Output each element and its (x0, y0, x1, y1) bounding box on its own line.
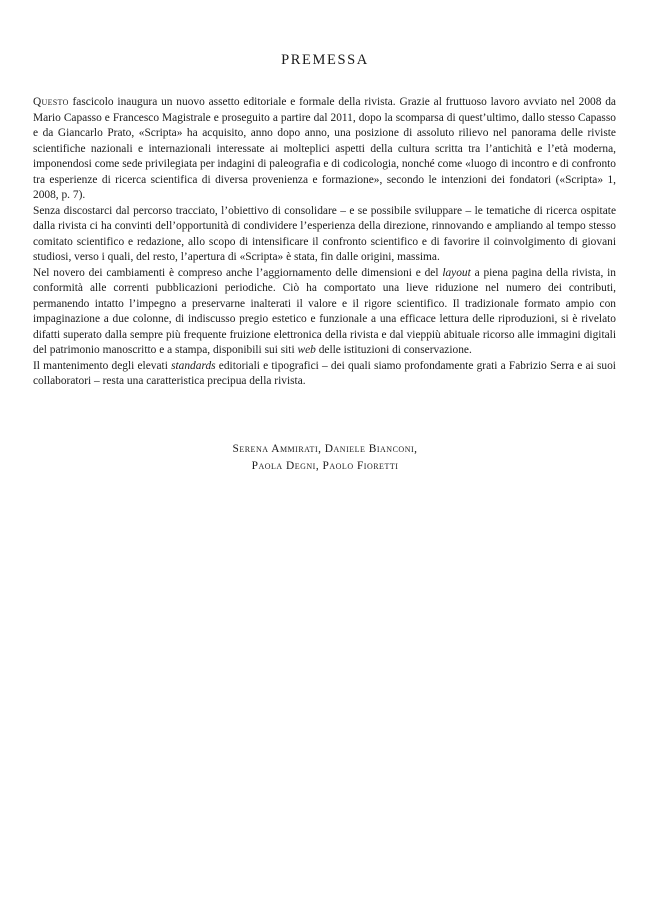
paragraph-3 (33, 266, 616, 359)
page-title: PREMESSA (281, 52, 369, 68)
paragraph-3-text-a: Nel novero dei cambiamenti è compreso anche l’aggiornamento delle dimensioni e del (33, 266, 443, 279)
paragraph-2 (33, 204, 616, 266)
italic-standards: standards (171, 359, 216, 372)
paragraph-3-text-b: a piena pagina della rivista, in conformità alle correnti pubblicazioni periodiche. Ciò ha comportato una lieve riduzione nel numero dei contributi, permanendo intatto l’impegno a preservarne inalterati il valore e il rigore scientifico. Il tradizionale formato ampio con impaginazione a due colonne, di indiscusso pregio estetico e funzionale a una efficace lettura delle riproduzioni, si è rivelato difatti superato dalla sempre più frequente fruizione elettronica della rivista e dal vieppiù abituale ricorso alle immagini digitali del patrimonio manoscritto e a stampa, disponibili sui siti (33, 266, 616, 356)
paragraph-4-text-b: editoriali e tipografici – dei quali siamo profondamente grati a Fabrizio Serra e ai suoi collaboratori – resta una caratteristica precipua della rivista. (33, 359, 616, 387)
paragraph-1-text: fascicolo inaugura un nuovo assetto editoriale e formale della rivista. Grazie al fruttuoso lavoro avviato nel 2008 da Mario Capasso e Francesco Magistrale e proseguito a partire dal 2011, dopo la scomparsa di quest’ultimo, dallo stesso Capasso e da Giancarlo Prato, «Scripta» ha acquisito, anno dopo anno, una posizione di assoluto rilievo nel panorama delle riviste scientifiche nazionali e internazionali interessate ai molteplici aspetti della cultura scritta tra l’antichità e l’età moderna, imponendosi come sede privilegiata per indagini di paleografia e di codicologia, nonché come «luogo di incontro e di confronto tra esperienze di ricerca scientifica di diversa provenienza e formazione», secondo le intenzioni dei fondatori («Scripta» 1, 2008, p. 7). (33, 96, 616, 201)
paragraph-4-text-a: Il mantenimento degli elevati (33, 359, 172, 372)
italic-layout: layout (442, 266, 471, 279)
paragraph-3-text-c: delle istituzioni di conservazione. (315, 344, 472, 356)
paragraph-4 (33, 359, 616, 390)
signature-line-1: Serena Ammirati, Daniele Bianconi, (232, 443, 418, 455)
signature-block (0, 441, 650, 475)
italic-web: web (297, 344, 316, 356)
paragraph-2-text: Senza discostarci dal percorso tracciato, l’obiettivo di consolidare – e se possibile sviluppare – le tematiche di ricerca ospitate dalla rivista ci ha convinti dell’opportunità di condividere l’esperienza della direzione, rinnovando e ampliando al tempo stesso comitato scientifico e redazione, allo scopo di intensificare il confronto scientifico e di favorire il coinvolgimento di giovani studiosi, verso i quali, del resto, l’apertura di «Scripta» è stata, fin dalle origini, massima. (33, 204, 616, 263)
paragraph-1 (33, 95, 616, 204)
opening-words: Questo (33, 96, 69, 108)
signature-line-2: Paola Degni, Paolo Fioretti (251, 460, 399, 472)
body-text (33, 95, 616, 390)
